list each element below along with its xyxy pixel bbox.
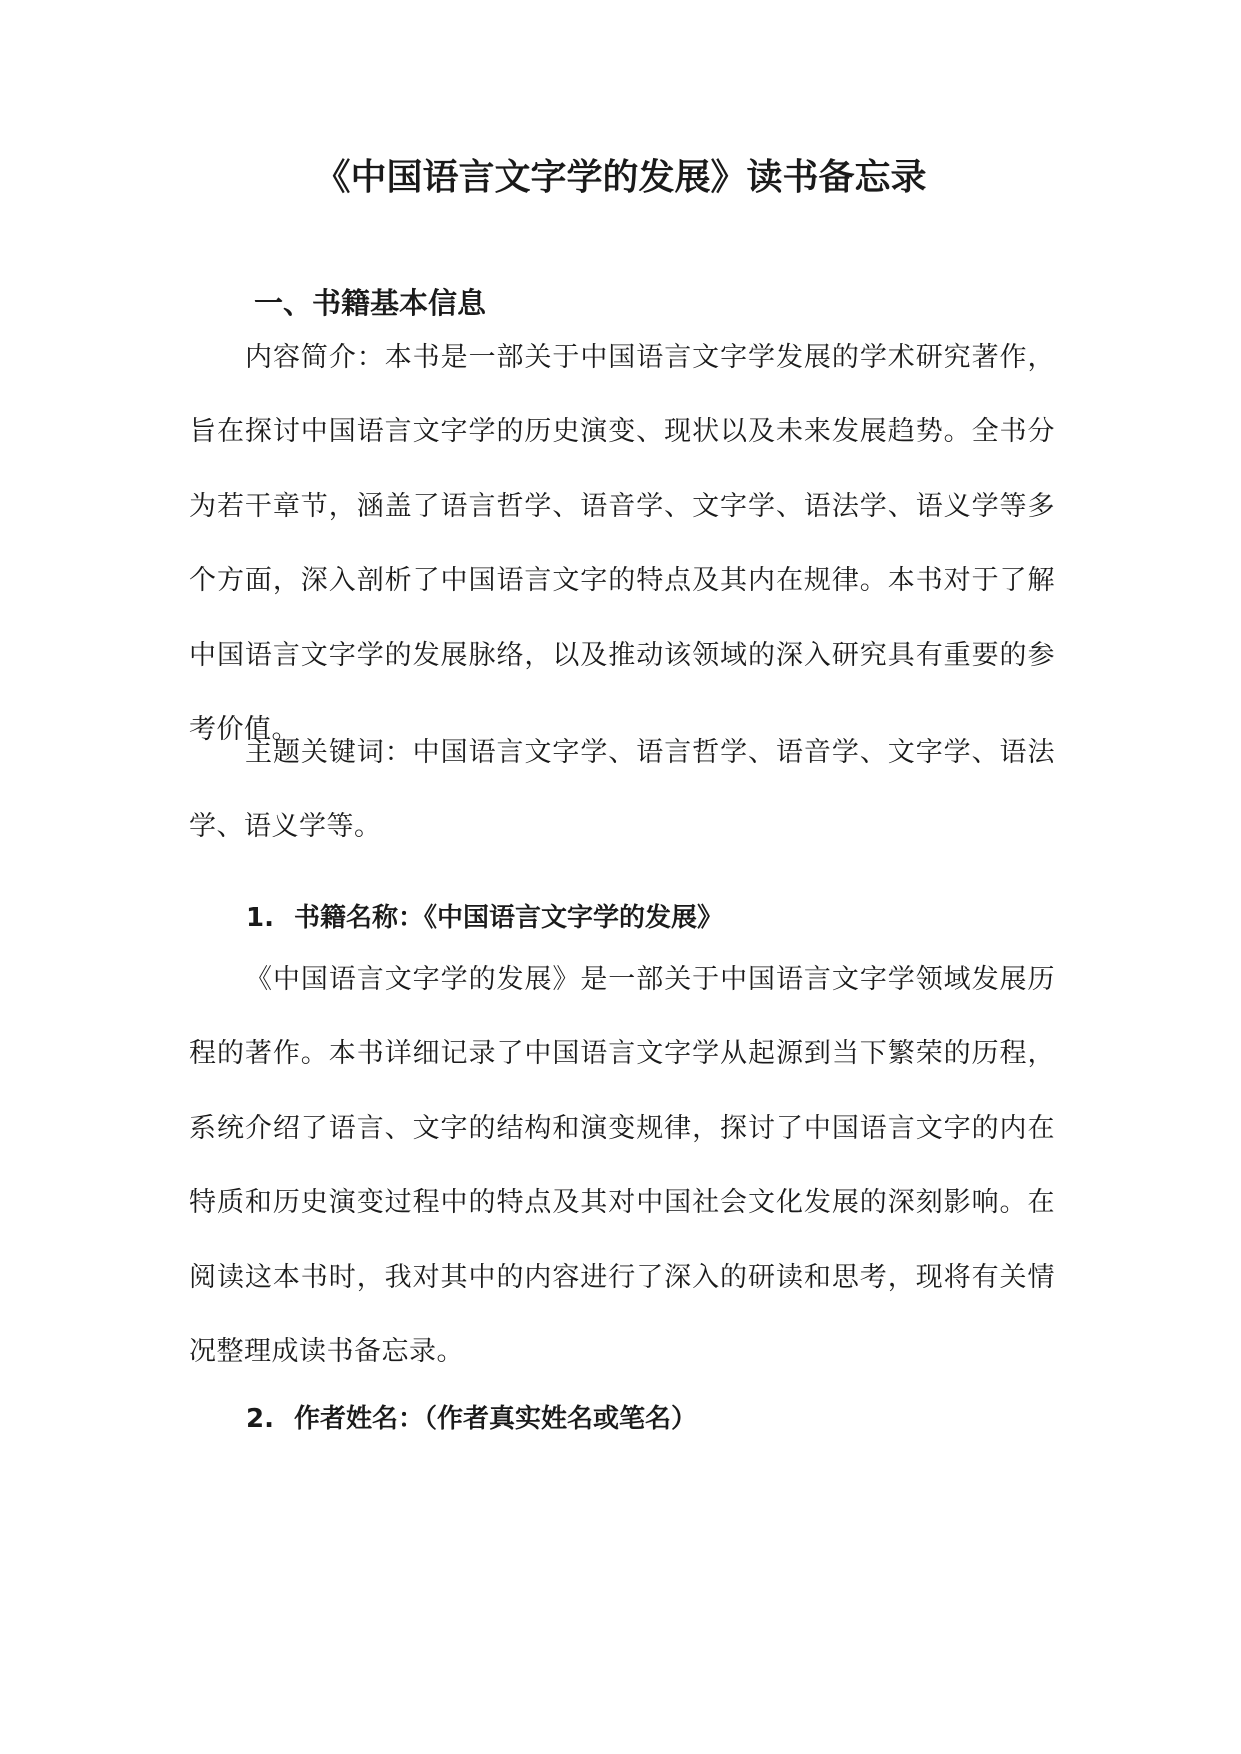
item-heading-text: 作者姓名：（作者真实姓名或笔名） <box>293 1404 697 1434</box>
document-title: 《中国语言文字学的发展》读书备忘录 <box>314 157 927 198</box>
item-heading-author <box>246 1399 697 1439</box>
item-heading-text: 书籍名称：《中国语言文字学的发展》 <box>293 903 723 933</box>
section-heading-basic-info: 一、书籍基本信息 <box>254 286 487 320</box>
book-description-paragraph: 《中国语言文字学的发展》是一部关于中国语言文字学领域发展历程的著作。本书详细记录了中国语言文字学从起源到当下繁荣的历程，系统介绍了语言、文字的结构和演变规律，探讨了中国语言文字的内在特质和历史演变过程中的特点及其对中国社会文化发展的深刻影响。在阅读这本书时，我对其中的内容进行了深入的研读和思考，现将有关情况整理成读书备忘录。 <box>189 964 1055 1368</box>
item-heading-book-title <box>246 898 723 938</box>
keywords-paragraph: 主题关键词：中国语言文字学、语言哲学、语音学、文字学、语法学、语义学等。 <box>189 737 1055 843</box>
item-number: 2. <box>246 1404 274 1434</box>
content-summary-paragraph: 内容简介：本书是一部关于中国语言文字学发展的学术研究著作，旨在探讨中国语言文字学的历史演变、现状以及未来发展趋势。全书分为若干章节，涵盖了语言哲学、语音学、文字学、语法学、语义学等多个方面，深入剖析了中国语言文字的特点及其内在规律。本书对于了解中国语言文字学的发展脉络，以及推动该领域的深入研究具有重要的参考价值。 <box>189 342 1055 746</box>
item-number: 1. <box>246 903 274 933</box>
